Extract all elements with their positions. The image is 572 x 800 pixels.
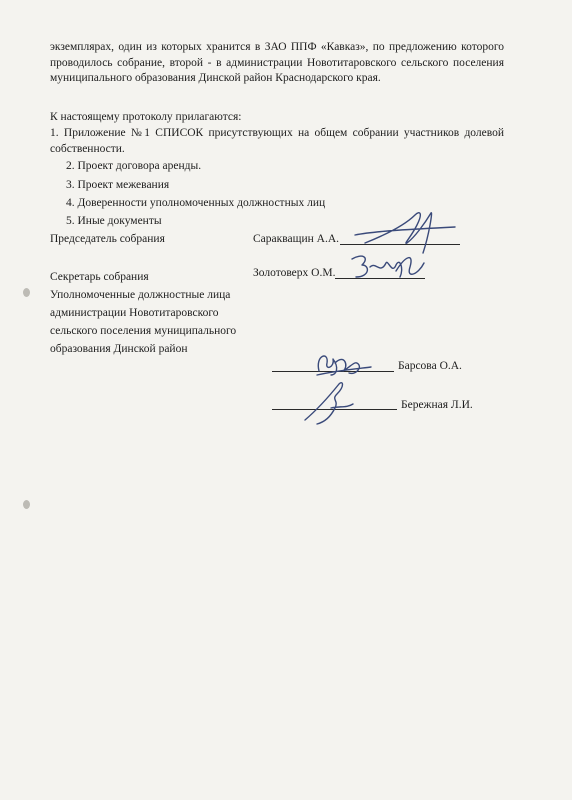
attachment-item-4: 4. Доверенности уполномоченных должностных лиц — [66, 197, 326, 209]
chair-name: Саракващин А.А. — [253, 233, 339, 245]
official-2-name: Бережная Л.И. — [401, 399, 473, 411]
attachment-item-1-line-2: собственности. — [50, 142, 125, 155]
official-1-signature-image — [305, 345, 375, 380]
attachment-item-2: 2. Проект договора аренды. — [66, 160, 202, 172]
officials-role-line-1: Уполномоченные должностные лица — [50, 289, 231, 301]
chair-role: Председатель собрания — [50, 233, 165, 245]
intro-line-2: проводилось собрание, второй - в администрации Новотитаровского сельского поселения — [50, 56, 504, 69]
attachment-item-5: 5. Иные документы — [66, 215, 162, 227]
official-2-signature-image — [295, 378, 365, 428]
punch-hole-bottom — [23, 500, 30, 509]
officials-role-line-4: образования Динской район — [50, 343, 188, 355]
official-1-name: Барсова О.А. — [398, 360, 462, 372]
attachments-heading: К настоящему протоколу прилагаются: — [50, 111, 242, 123]
officials-role-line-3: сельского поселения муниципального — [50, 325, 237, 337]
attachment-item-3: 3. Проект межевания — [66, 179, 170, 191]
punch-hole-top — [23, 288, 30, 297]
secretary-signature-image — [340, 245, 440, 290]
officials-role-line-2: администрации Новотитаровского — [50, 307, 219, 319]
secretary-role: Секретарь собрания — [50, 271, 149, 283]
secretary-name: Золотоверх О.М. — [253, 267, 336, 279]
intro-line-1: экземплярах, один из которых хранится в ЗАО ППФ «Кавказ», по предложению которого — [50, 41, 504, 53]
intro-line-3: муниципального образования Динской район Краснодарского края. — [50, 72, 381, 84]
attachment-item-1-line-1: 1. Приложение №1 СПИСОК присутствующих на общем собрании участников долевой — [50, 127, 504, 139]
